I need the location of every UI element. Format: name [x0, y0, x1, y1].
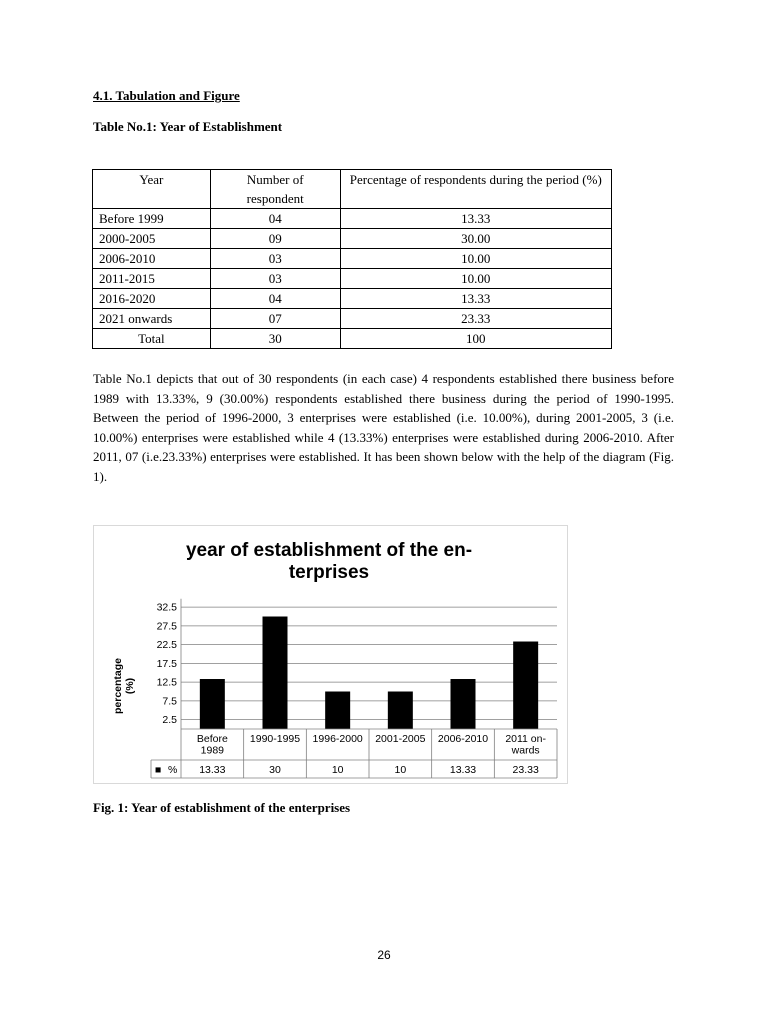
y-tick-label: 2.5 — [162, 714, 177, 727]
cell-percentage: 13.33 — [340, 209, 611, 229]
table-row — [93, 289, 612, 309]
legend-series-name: % — [168, 764, 178, 776]
data-value-label: 10 — [394, 764, 407, 776]
y-axis-label-line: percentage — [112, 657, 124, 715]
bar — [263, 617, 288, 730]
cell-number: 04 — [210, 289, 340, 309]
table-caption: Table No.1: Year of Establishment — [93, 119, 283, 134]
y-tick-label: 12.5 — [156, 676, 177, 689]
x-category-label: 1989 — [200, 744, 225, 757]
y-tick-label: 32.5 — [156, 601, 177, 614]
cell-year: 2006-2010 — [93, 249, 211, 269]
figure-caption: Fig. 1: Year of establishment of the enterprises — [93, 800, 351, 815]
y-tick-label: 17.5 — [156, 657, 177, 670]
bar — [451, 679, 476, 729]
bar — [325, 692, 350, 730]
cell-year: 2021 onwards — [93, 309, 211, 329]
cell-percentage: 23.33 — [340, 309, 611, 329]
cell-number: 07 — [210, 309, 340, 329]
y-tick-label: 7.5 — [162, 695, 177, 708]
table-row — [93, 269, 612, 289]
header-number: Number of respondent — [210, 170, 340, 209]
cell-year: Before 1999 — [93, 209, 211, 229]
chart-title-line: year of establishment of the en- — [185, 540, 473, 561]
x-category-label: Before — [196, 733, 228, 745]
cell-percentage: 30.00 — [340, 229, 611, 249]
data-value-label: 23.33 — [512, 764, 539, 776]
table-header-row — [93, 170, 612, 209]
bar — [200, 679, 225, 729]
header-year: Year — [93, 170, 211, 209]
x-category-label: wards — [511, 744, 540, 757]
cell-total-number: 30 — [210, 329, 340, 349]
cell-number: 09 — [210, 229, 340, 249]
establishment-table — [92, 169, 612, 349]
cell-percentage: 10.00 — [340, 269, 611, 289]
data-value-label: 10 — [331, 764, 344, 776]
cell-percentage: 10.00 — [340, 249, 611, 269]
y-tick-label: 22.5 — [156, 639, 177, 652]
bar — [388, 692, 413, 730]
table-row — [93, 249, 612, 269]
cell-year: 2000-2005 — [93, 229, 211, 249]
header-percentage: Percentage of respondents during the period (%) — [340, 170, 611, 209]
cell-number: 04 — [210, 209, 340, 229]
bar — [513, 642, 538, 729]
page-number: 26 — [377, 948, 391, 962]
chart-title-line: terprises — [288, 562, 370, 583]
x-category-label: 2001-2005 — [375, 733, 426, 745]
y-axis-label — [112, 658, 136, 714]
cell-year: 2011-2015 — [93, 269, 211, 289]
x-category-label: 1996-2000 — [312, 733, 363, 745]
chart-svg — [94, 526, 567, 783]
cell-percentage: 13.33 — [340, 289, 611, 309]
data-value-label: 13.33 — [199, 764, 226, 776]
body-paragraph: Table No.1 depicts that out of 30 respondents (in each case) 4 respondents established there business before 1989 with 13.33%, 9 (30.00%) respondents established there business during the period of 1990-1995. Between the period of 1996-2000, 3 enterprises were established (i.e. 10.00%), during 2001-2005, 3 (i.e. 10.00%) enterprises were established while 4 (13.33%) enterprises were established during 2006-2010. After 2011, 07 (i.e.23.33%) enterprises were established. It has been shown below with the help of the diagram (Fig. 1). — [93, 371, 674, 484]
chart-figure — [93, 525, 568, 784]
cell-total-label: Total — [93, 329, 211, 349]
x-category-label: 1990-1995 — [249, 733, 301, 745]
section-heading: 4.1. Tabulation and Figure — [93, 88, 240, 103]
y-tick-label: 27.5 — [156, 620, 177, 633]
cell-number: 03 — [210, 249, 340, 269]
legend-marker: ■ — [155, 764, 162, 776]
table-row — [93, 229, 612, 249]
x-category-label: 2006-2010 — [437, 733, 489, 745]
y-axis-label-line: (%) — [124, 677, 136, 695]
data-value-label: 13.33 — [449, 764, 477, 776]
x-category-label: 2011 on- — [505, 733, 547, 745]
table-total-row — [93, 329, 612, 349]
data-value-label: 30 — [269, 764, 281, 776]
cell-total-percentage: 100 — [340, 329, 611, 349]
table-row — [93, 209, 612, 229]
table-row — [93, 309, 612, 329]
cell-number: 03 — [210, 269, 340, 289]
cell-year: 2016-2020 — [93, 289, 211, 309]
